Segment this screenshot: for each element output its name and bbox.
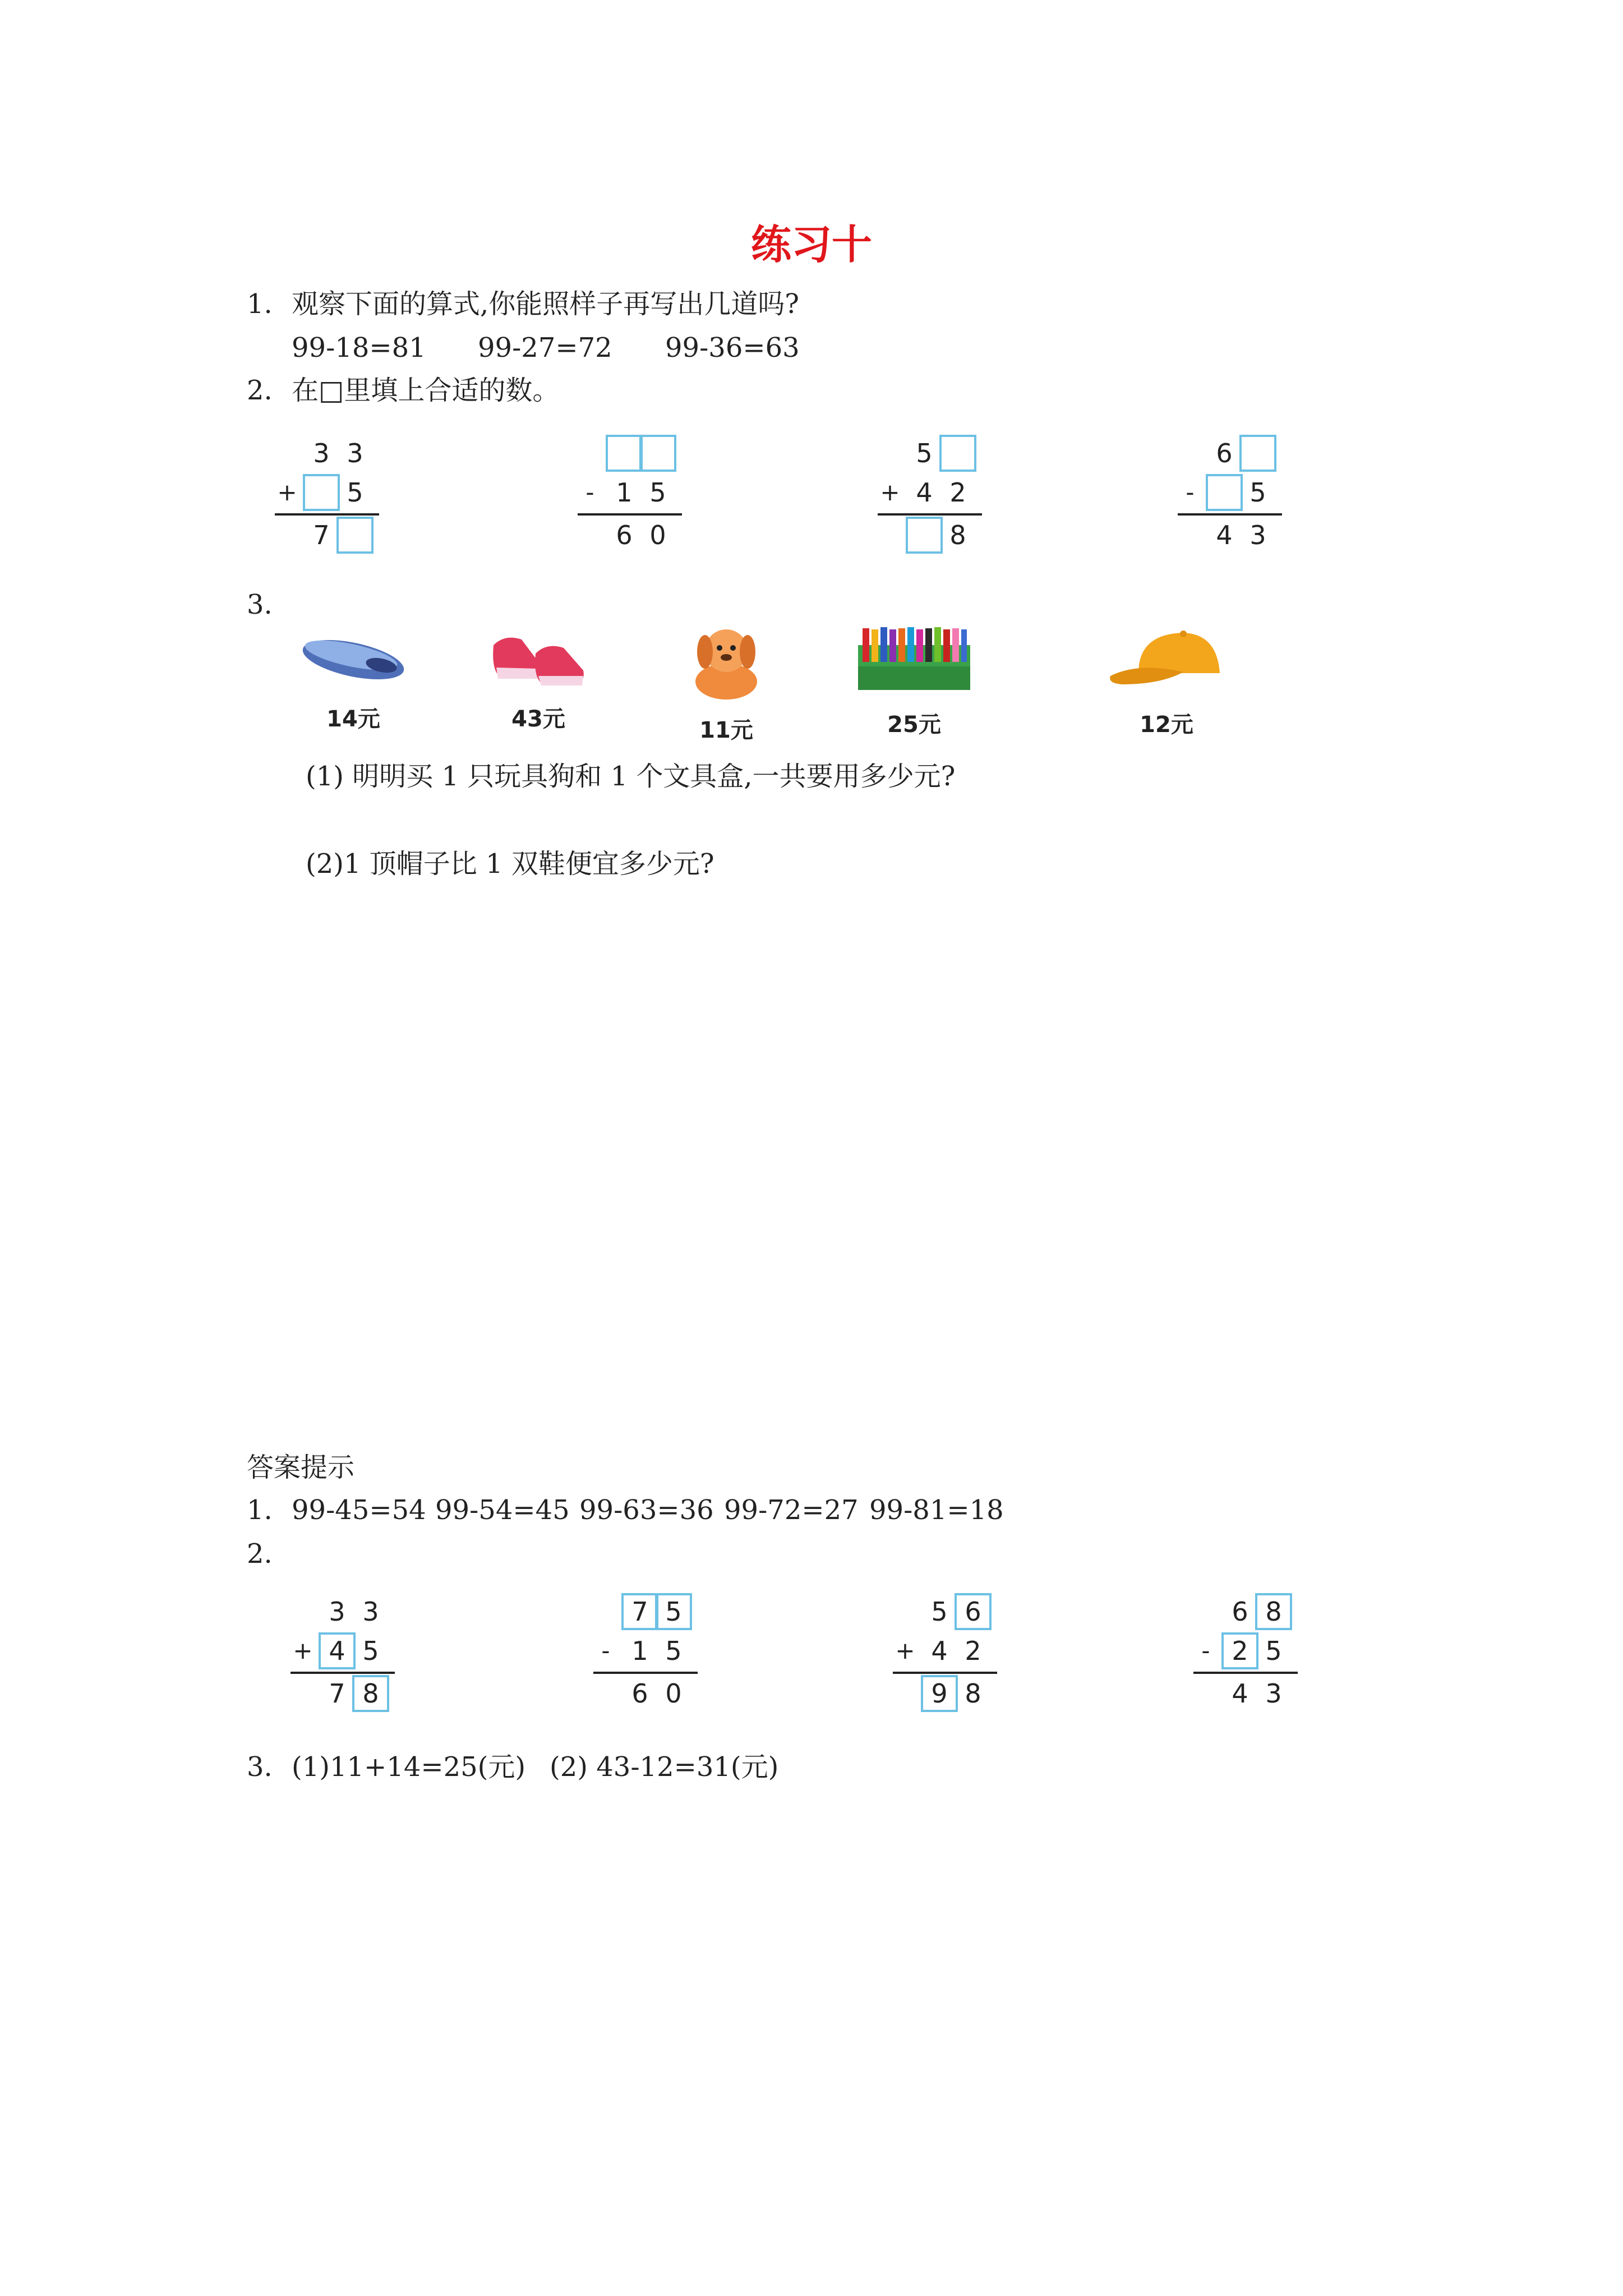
q2-problem-2 xyxy=(572,435,695,581)
digit: 4 xyxy=(916,477,933,508)
markers-icon xyxy=(852,623,976,696)
a2-problem-2 xyxy=(588,1593,711,1739)
sum-line xyxy=(578,513,682,516)
digit: 8 xyxy=(949,520,966,550)
minus-sign: - xyxy=(1201,1637,1210,1664)
digit: 1 xyxy=(616,477,633,508)
plus-sign: + xyxy=(293,1637,313,1664)
a3-answer-1: (1)11+14=25(元) xyxy=(292,1751,526,1783)
digit: 1 xyxy=(631,1636,648,1666)
q2-label: 2. xyxy=(247,375,273,406)
price-shoes: 43元 xyxy=(511,706,565,732)
digit: 3 xyxy=(313,438,330,468)
q2-problem-3 xyxy=(872,435,995,581)
q2-problem-1 xyxy=(269,435,393,581)
digit: 4 xyxy=(1216,520,1233,550)
minus-sign: - xyxy=(585,478,594,506)
digit: 5 xyxy=(362,1636,379,1666)
price-toy-dog: 11元 xyxy=(699,717,753,743)
sum-line xyxy=(593,1672,698,1674)
a1-item-1: 99-45=54 xyxy=(292,1494,426,1526)
sum-line xyxy=(893,1672,997,1674)
a2-problem-3 xyxy=(887,1593,1011,1739)
answer-box[interactable]: 8 xyxy=(352,1675,389,1712)
digit: 6 xyxy=(1232,1596,1248,1627)
sum-line xyxy=(1178,513,1282,516)
answer-box[interactable]: 6 xyxy=(955,1593,992,1630)
digit: 5 xyxy=(347,477,363,508)
price-markers: 25元 xyxy=(887,712,941,738)
a1-item-5: 99-81=18 xyxy=(869,1494,1004,1526)
digit: 2 xyxy=(949,477,966,508)
digit: 5 xyxy=(916,438,933,468)
sum-line xyxy=(878,513,982,516)
q3-sub1: (1) 明明买 1 只玩具狗和 1 个文具盒,一共要用多少元? xyxy=(306,761,956,792)
product-markers xyxy=(847,623,981,739)
digit: 3 xyxy=(347,438,363,468)
digit: 3 xyxy=(1265,1678,1282,1709)
minus-sign: - xyxy=(1186,478,1195,506)
q3-sub2: (2)1 顶帽子比 1 双鞋便宜多少元? xyxy=(306,848,714,880)
digit: 7 xyxy=(313,520,330,550)
pencil-case-icon xyxy=(297,623,409,690)
q1-example-3: 99-36=63 xyxy=(665,332,800,364)
digit: 3 xyxy=(329,1596,345,1627)
plus-sign: + xyxy=(880,478,900,506)
digit: 6 xyxy=(631,1678,648,1709)
a2-label: 2. xyxy=(247,1538,273,1570)
sum-line xyxy=(291,1672,395,1674)
answer-box[interactable] xyxy=(639,435,676,472)
digit: 5 xyxy=(665,1636,682,1666)
answer-box[interactable]: 9 xyxy=(921,1675,958,1712)
answer-box[interactable] xyxy=(303,474,340,511)
q2-text: 在□里填上合适的数。 xyxy=(292,375,560,406)
answer-box[interactable] xyxy=(1239,435,1276,472)
q1-example-2: 99-27=72 xyxy=(478,332,612,364)
q3-label: 3. xyxy=(247,589,273,620)
answer-box[interactable] xyxy=(906,517,943,554)
answer-box[interactable]: 5 xyxy=(655,1593,692,1630)
sum-line xyxy=(1193,1672,1298,1674)
answer-box[interactable]: 4 xyxy=(319,1632,356,1669)
page-title: 练习十 xyxy=(750,220,872,268)
answer-box[interactable] xyxy=(606,435,643,472)
price-cap: 12元 xyxy=(1140,712,1193,738)
a1-label: 1. xyxy=(247,1494,273,1526)
a3-answer-2: (2) 43-12=31(元) xyxy=(550,1751,779,1783)
a1-item-3: 99-63=36 xyxy=(579,1494,714,1526)
plus-sign: + xyxy=(277,478,297,506)
digit: 3 xyxy=(1249,520,1266,550)
shoes-icon xyxy=(482,623,594,690)
digit: 5 xyxy=(1265,1636,1282,1666)
answer-box[interactable] xyxy=(1206,474,1243,511)
q1-example-1: 99-18=81 xyxy=(292,332,426,364)
digit: 6 xyxy=(1216,438,1233,468)
a2-problem-1 xyxy=(285,1593,408,1739)
toy-dog-icon xyxy=(670,623,782,701)
price-pencil-case: 14元 xyxy=(326,706,380,732)
product-cap xyxy=(1099,623,1234,739)
digit: 5 xyxy=(931,1596,948,1627)
digit: 0 xyxy=(665,1678,682,1709)
digit: 5 xyxy=(1249,477,1266,508)
digit: 8 xyxy=(965,1678,981,1709)
digit: 3 xyxy=(362,1596,379,1627)
answer-box[interactable]: 7 xyxy=(621,1593,658,1630)
digit: 2 xyxy=(965,1636,981,1666)
a1-item-2: 99-54=45 xyxy=(435,1494,570,1526)
plus-sign: + xyxy=(895,1637,915,1664)
q1-label: 1. xyxy=(247,288,273,320)
product-toy-dog xyxy=(659,623,794,744)
answer-box[interactable]: 2 xyxy=(1221,1632,1258,1669)
digit: 7 xyxy=(329,1678,345,1709)
minus-sign: - xyxy=(601,1637,610,1664)
a1-item-4: 99-72=27 xyxy=(724,1494,859,1526)
product-shoes xyxy=(471,623,606,733)
digit: 0 xyxy=(649,520,666,550)
product-pencil-case xyxy=(286,623,421,733)
q1-text: 观察下面的算式,你能照样子再写出几道吗? xyxy=(292,288,799,320)
answer-box[interactable] xyxy=(939,435,976,472)
sum-line xyxy=(275,513,379,516)
answers-heading: 答案提示 xyxy=(247,1452,355,1483)
digit: 4 xyxy=(1232,1678,1248,1709)
q2-problem-4 xyxy=(1172,435,1295,581)
answer-box[interactable]: 8 xyxy=(1255,1593,1292,1630)
answer-box[interactable] xyxy=(336,517,374,554)
digit: 4 xyxy=(931,1636,948,1666)
a3-label: 3. xyxy=(247,1751,273,1783)
a2-problem-4 xyxy=(1188,1593,1311,1739)
digit: 6 xyxy=(616,520,633,550)
cap-icon xyxy=(1105,623,1228,696)
digit: 5 xyxy=(649,477,666,508)
